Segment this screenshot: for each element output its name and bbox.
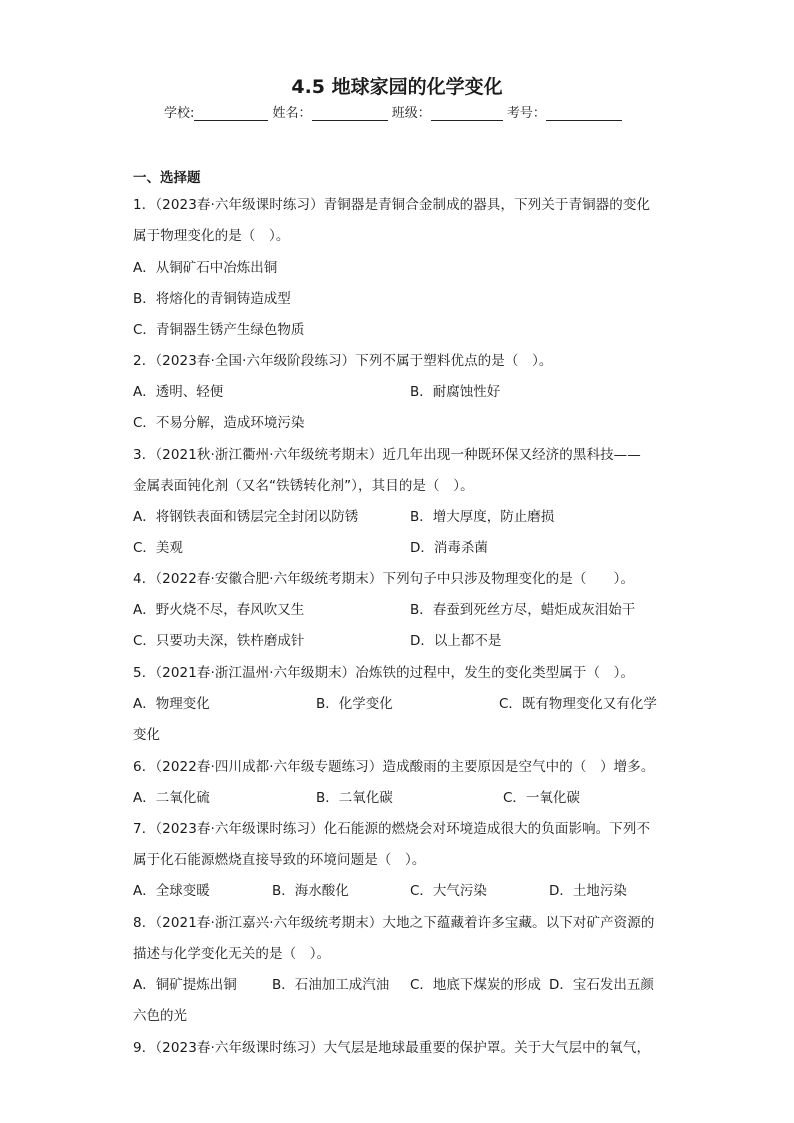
- name-blank[interactable]: [312, 106, 388, 121]
- question-5-option-a[interactable]: A．物理变化: [133, 696, 210, 712]
- question-7-option-b[interactable]: B．海水酸化: [272, 883, 349, 899]
- question-8-option-d[interactable]: D．宝石发出五颜: [549, 977, 654, 993]
- question-7-option-d[interactable]: D．土地污染: [549, 883, 627, 899]
- question-6-line-1: 6．（2022春·四川成都·六年级专题练习）造成酸雨的主要原因是空气中的（ ）增多。: [133, 759, 655, 775]
- question-4-option-b[interactable]: B．春蚕到死丝方尽，蜡炬成灰泪始干: [410, 602, 636, 618]
- question-3-line-2: 金属表面钝化剂（又名“铁锈转化剂”），其目的是（ ）。: [133, 478, 474, 494]
- question-7-option-c[interactable]: C．大气污染: [410, 883, 487, 899]
- question-2-line-1: 2．（2023春·全国·六年级阶段练习）下列不属于塑料优点的是（ ）。: [133, 353, 553, 369]
- question-4-option-a[interactable]: A．野火烧不尽，春风吹又生: [133, 602, 305, 618]
- class-blank[interactable]: [431, 106, 503, 121]
- question-7-line-2: 属于化石能源燃烧直接导致的环境问题是（ ）。: [133, 852, 426, 868]
- question-1-line-1: 1．（2023春·六年级课时练习）青铜器是青铜合金制成的器具，下列关于青铜器的变化: [133, 197, 651, 213]
- name-label: 姓名：: [272, 106, 312, 121]
- question-7-line-1: 7．（2023春·六年级课时练习）化石能源的燃烧会对环境造成很大的负面影响。下列不: [133, 821, 651, 837]
- section-title: 一、选择题: [133, 170, 201, 186]
- question-8-option-d-continued: 六色的光: [133, 1008, 187, 1024]
- class-label: 班级：: [391, 106, 431, 121]
- question-5-option-c[interactable]: C．既有物理变化又有化学: [499, 696, 657, 712]
- question-3-option-d[interactable]: D．消毒杀菌: [410, 540, 488, 556]
- question-6-option-c[interactable]: C．一氧化碳: [503, 790, 580, 806]
- question-8-line-1: 8．（2021春·浙江嘉兴·六年级统考期末）大地之下蕴藏着许多宝藏。以下对矿产资源的: [133, 915, 655, 931]
- question-8-line-2: 描述与化学变化无关的是（ ）。: [133, 946, 331, 962]
- question-8-option-c[interactable]: C．地底下煤炭的形成: [410, 977, 541, 993]
- question-8-option-a[interactable]: A．铜矿提炼出铜: [133, 977, 237, 993]
- question-6-option-a[interactable]: A．二氧化硫: [133, 790, 210, 806]
- question-4-option-c[interactable]: C．只要功夫深，铁杵磨成针: [133, 633, 305, 649]
- question-3-option-b[interactable]: B．增大厚度，防止磨损: [410, 509, 555, 525]
- question-4-line-1: 4．（2022春·安徽合肥·六年级统考期末）下列句子中只涉及物理变化的是（ ）。: [133, 571, 635, 587]
- question-1-line-2: 属于物理变化的是（ ）。: [133, 228, 290, 244]
- question-1-option-b[interactable]: B．将熔化的青铜铸造成型: [133, 291, 291, 307]
- question-8-option-b[interactable]: B．石油加工成汽油: [272, 977, 390, 993]
- school-blank[interactable]: [194, 106, 268, 121]
- question-5-line-1: 5．（2021春·浙江温州·六年级期末）冶炼铁的过程中，发生的变化类型属于（ ）。: [133, 665, 635, 681]
- question-5-option-c-continued: 变化: [133, 727, 160, 743]
- question-2-option-a[interactable]: A．透明、轻便: [133, 384, 224, 400]
- exam-number-label: 考号：: [506, 106, 546, 121]
- question-1-option-c[interactable]: C．青铜器生锈产生绿色物质: [133, 322, 305, 338]
- question-3-line-1: 3．（2021秋·浙江衢州·六年级统考期末）近几年出现一种既环保又经济的黑科技——: [133, 447, 641, 463]
- question-7-option-a[interactable]: A．全球变暖: [133, 883, 210, 899]
- question-2-option-c[interactable]: C．不易分解，造成环境污染: [133, 415, 305, 431]
- question-9-line-1: 9．（2023春·六年级课时练习）大气层是地球最重要的保护罩。关于大气层中的氧气，: [133, 1040, 651, 1056]
- school-label: 学校:: [164, 106, 195, 121]
- page-title: 4.5 地球家园的化学变化: [291, 76, 503, 98]
- question-4-option-d[interactable]: D．以上都不是: [410, 633, 502, 649]
- question-1-option-a[interactable]: A．从铜矿石中冶炼出铜: [133, 260, 278, 276]
- question-6-option-b[interactable]: B．二氧化碳: [316, 790, 393, 806]
- exam-number-blank[interactable]: [546, 106, 622, 121]
- question-5-option-b[interactable]: B．化学变化: [316, 696, 393, 712]
- question-3-option-c[interactable]: C．美观: [133, 540, 183, 556]
- student-info-row: [164, 102, 644, 121]
- question-3-option-a[interactable]: A．将钢铁表面和锈层完全封闭以防锈: [133, 509, 359, 525]
- question-2-option-b[interactable]: B．耐腐蚀性好: [410, 384, 501, 400]
